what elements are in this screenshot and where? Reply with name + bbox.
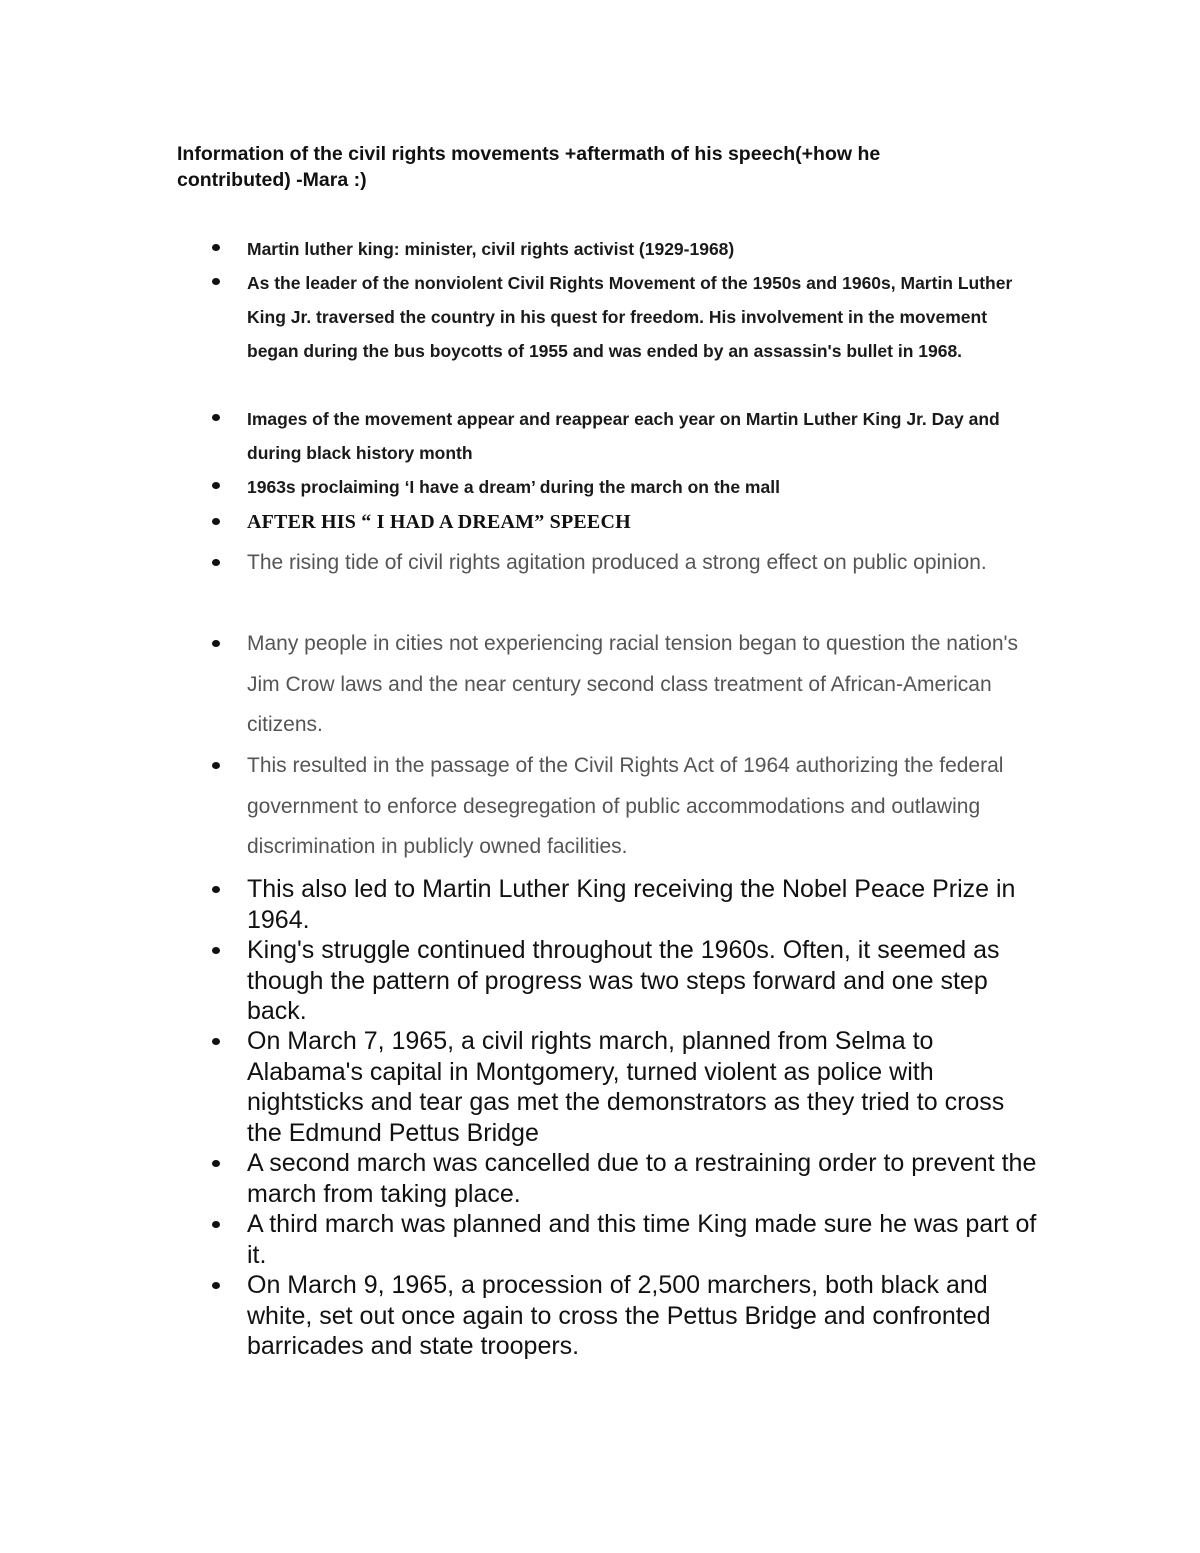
bullet-icon — [212, 1038, 220, 1045]
list-item — [247, 266, 1037, 368]
list-item-text: A third march was planned and this time King made sure he was part of it. — [247, 1210, 1037, 1269]
list-item — [247, 1026, 1037, 1148]
list-item-text: The rising tide of civil rights agitation produced a strong effect on public opinion. — [247, 551, 987, 574]
list-item-text: Martin luther king: minister, civil rights activist (1929-1968) — [247, 239, 735, 259]
list-item — [247, 470, 1037, 504]
list-item-text: This resulted in the passage of the Civil Rights Act of 1964 authorizing the federal government to enforce desegregation of public accommodations and outlawing discrimination in publicly owned facilities. — [247, 754, 1004, 858]
list-item — [247, 1270, 1037, 1362]
bullet-icon — [212, 559, 220, 566]
list-item-text: Images of the movement appear and reappear each year on Martin Luther King Jr. Day and during black history month — [247, 409, 1000, 463]
bullet-icon — [212, 762, 220, 769]
list-item — [247, 1209, 1037, 1270]
list-item — [247, 624, 1037, 746]
bullet-icon — [212, 414, 220, 421]
list-item — [247, 746, 1037, 868]
list-item-text: This also led to Martin Luther King receiving the Nobel Peace Prize in 1964. — [247, 875, 1016, 934]
bullet-icon — [212, 278, 220, 285]
bullet-icon — [212, 518, 220, 525]
list-item — [247, 232, 1037, 266]
list-item — [247, 874, 1037, 935]
bullet-icon — [212, 1160, 220, 1167]
bullet-icon — [212, 1221, 220, 1228]
bullet-icon — [212, 640, 220, 647]
list-item-text: On March 7, 1965, a civil rights march, planned from Selma to Alabama's capital in Montgomery, turned violent as police with nightsticks and tear gas met the demonstrators as they tried to cross the Edmund Pettus Bridge — [247, 1027, 1005, 1147]
bullet-icon — [212, 482, 220, 489]
list-item — [247, 543, 1037, 584]
list-item-text: As the leader of the nonviolent Civil Rights Movement of the 1950s and 1960s, Martin Luther King Jr. traversed the country in his quest for freedom. His involvement in the movement began during the bus boycotts of 1955 and was ended by an assassin's bullet in 1968. — [247, 273, 1013, 361]
list-item-text: AFTER HIS “ I HAD A DREAM” SPEECH — [247, 511, 631, 533]
bullet-icon — [212, 886, 220, 893]
list-item — [247, 505, 1037, 539]
list-item-text: 1963s proclaiming ‘I have a dream’ during the march on the mall — [247, 477, 780, 497]
list-item-text: A second march was cancelled due to a restraining order to prevent the march from taking place. — [247, 1149, 1037, 1208]
list-item-text: On March 9, 1965, a procession of 2,500 marchers, both black and white, set out once again to cross the Pettus Bridge and confronted barricades and state troopers. — [247, 1271, 991, 1360]
list-item-text: King's struggle continued throughout the 1960s. Often, it seemed as though the pattern of progress was two steps forward and one step back. — [247, 936, 1000, 1025]
bullet-icon — [212, 1282, 220, 1289]
bullet-icon — [212, 947, 220, 954]
list-item-text: Many people in cities not experiencing racial tension began to question the nation's Jim Crow laws and the near century second class treatment of African-American citizens. — [247, 632, 1019, 736]
list-item — [247, 935, 1037, 1027]
list-item — [247, 1148, 1037, 1209]
document-title: Information of the civil rights movements +aftermath of his speech(+how he contributed) -Mara :) — [177, 143, 881, 191]
bullet-icon — [212, 244, 220, 251]
list-item — [247, 402, 1037, 470]
